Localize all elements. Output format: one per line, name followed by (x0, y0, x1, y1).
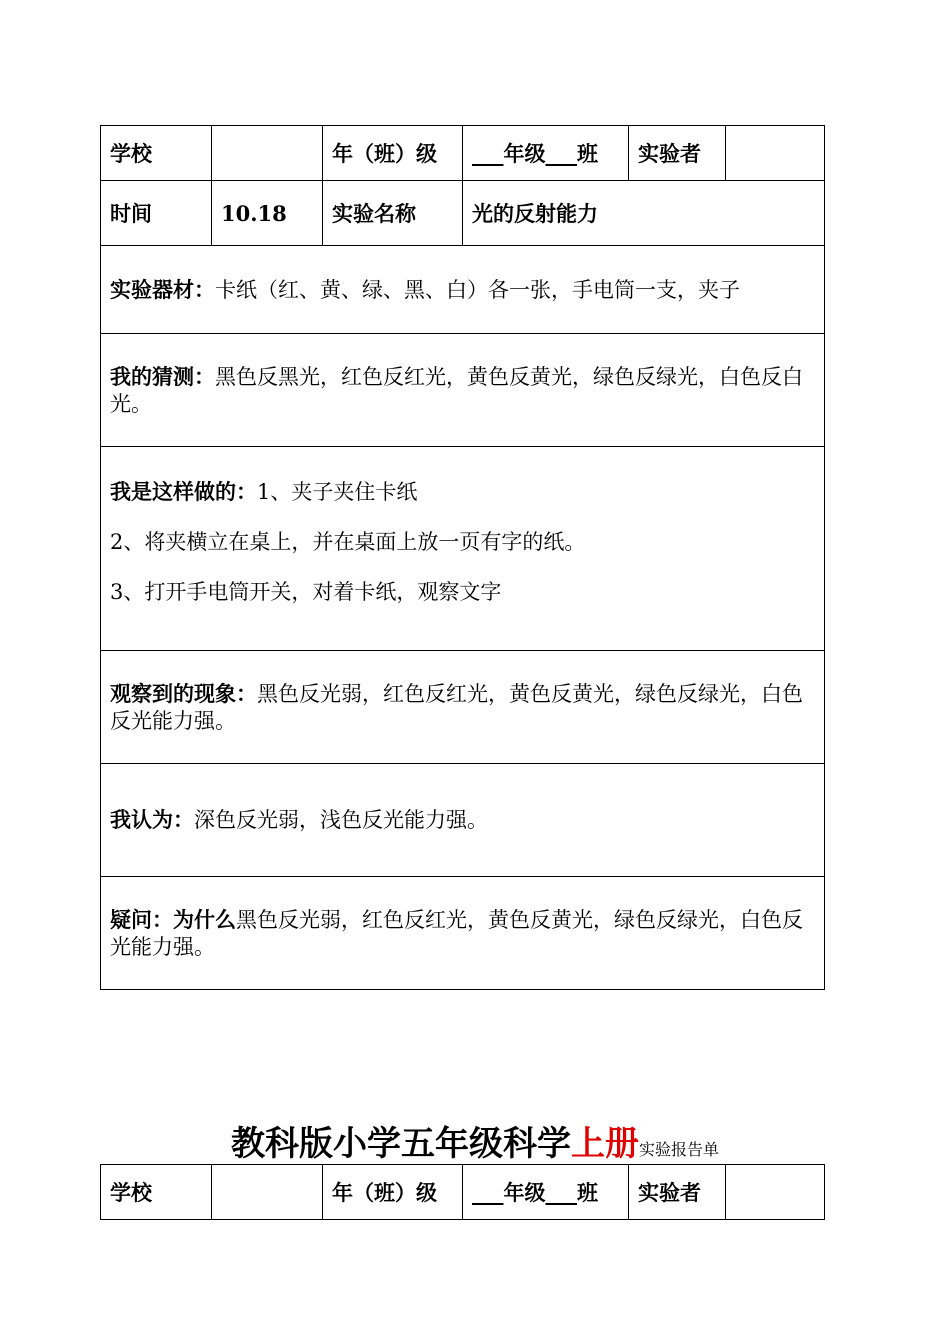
method-cell (101, 447, 825, 651)
guess-label: 我的猜测： (110, 363, 215, 389)
guess-value: 黑色反黑光，红色反红光，黄色反黄光，绿色反绿光，白色反白光。 (110, 364, 803, 416)
school-value-2 (212, 1165, 323, 1220)
experimenter-label: 实验者 (629, 126, 726, 181)
class-label-2: 年（班）级 (323, 1165, 463, 1220)
question-value: 黑色反光弱，红色反红光，黄色反黄光，绿色反绿光，白色反光能力强。 (110, 907, 803, 959)
school-label-2: 学校 (101, 1165, 212, 1220)
question-cell (101, 877, 825, 990)
materials-cell (101, 246, 825, 334)
report-table-2 (100, 1164, 825, 1220)
school-label: 学校 (101, 126, 212, 181)
conclusion-value: 深色反光弱，浅色反光能力强。 (194, 808, 488, 832)
title-suffix: 实验报告单 (638, 1140, 719, 1159)
experimenter-value-2 (726, 1165, 825, 1220)
materials-value: 卡纸（红、黄、绿、黑、白）各一张，手电筒一支，夹子 (215, 277, 740, 302)
method-step-2: 2、将夹横立在桌上，并在桌面上放一页有字的纸。 (110, 530, 586, 554)
experimenter-label-2: 实验者 (629, 1165, 726, 1220)
materials-label: 实验器材： (110, 276, 215, 302)
grade-value-2: ___年级___班 (463, 1165, 629, 1220)
guess-cell (101, 334, 825, 447)
method-step-3: 3、打开手电筒开关，对着卡纸，观察文字 (110, 580, 502, 604)
page-title (0, 1116, 950, 1165)
observation-value: 黑色反光弱，红色反红光，黄色反黄光，绿色反绿光，白色反光能力强。 (110, 681, 803, 733)
conclusion-cell (101, 764, 825, 877)
report-table-1 (100, 125, 825, 990)
method-label: 我是这样做的： (110, 479, 257, 504)
question-label: 疑问：为什么 (110, 906, 236, 932)
grade-value: ___年级___班 (463, 126, 629, 181)
title-main: 教科版小学五年级科学 (230, 1124, 571, 1164)
title-highlight: 上册 (570, 1124, 639, 1164)
class-label: 年（班）级 (323, 126, 463, 181)
experiment-name-label: 实验名称 (323, 181, 463, 246)
observation-label: 观察到的现象： (110, 680, 257, 706)
experimenter-value (726, 126, 825, 181)
time-label: 时间 (101, 181, 212, 246)
conclusion-label: 我认为： (110, 807, 194, 832)
method-step-1: 1、夹子夹住卡纸 (257, 480, 418, 504)
observation-cell (101, 651, 825, 764)
time-value: 10.18 (212, 181, 323, 246)
experiment-name-value: 光的反射能力 (463, 181, 825, 246)
school-value (212, 126, 323, 181)
